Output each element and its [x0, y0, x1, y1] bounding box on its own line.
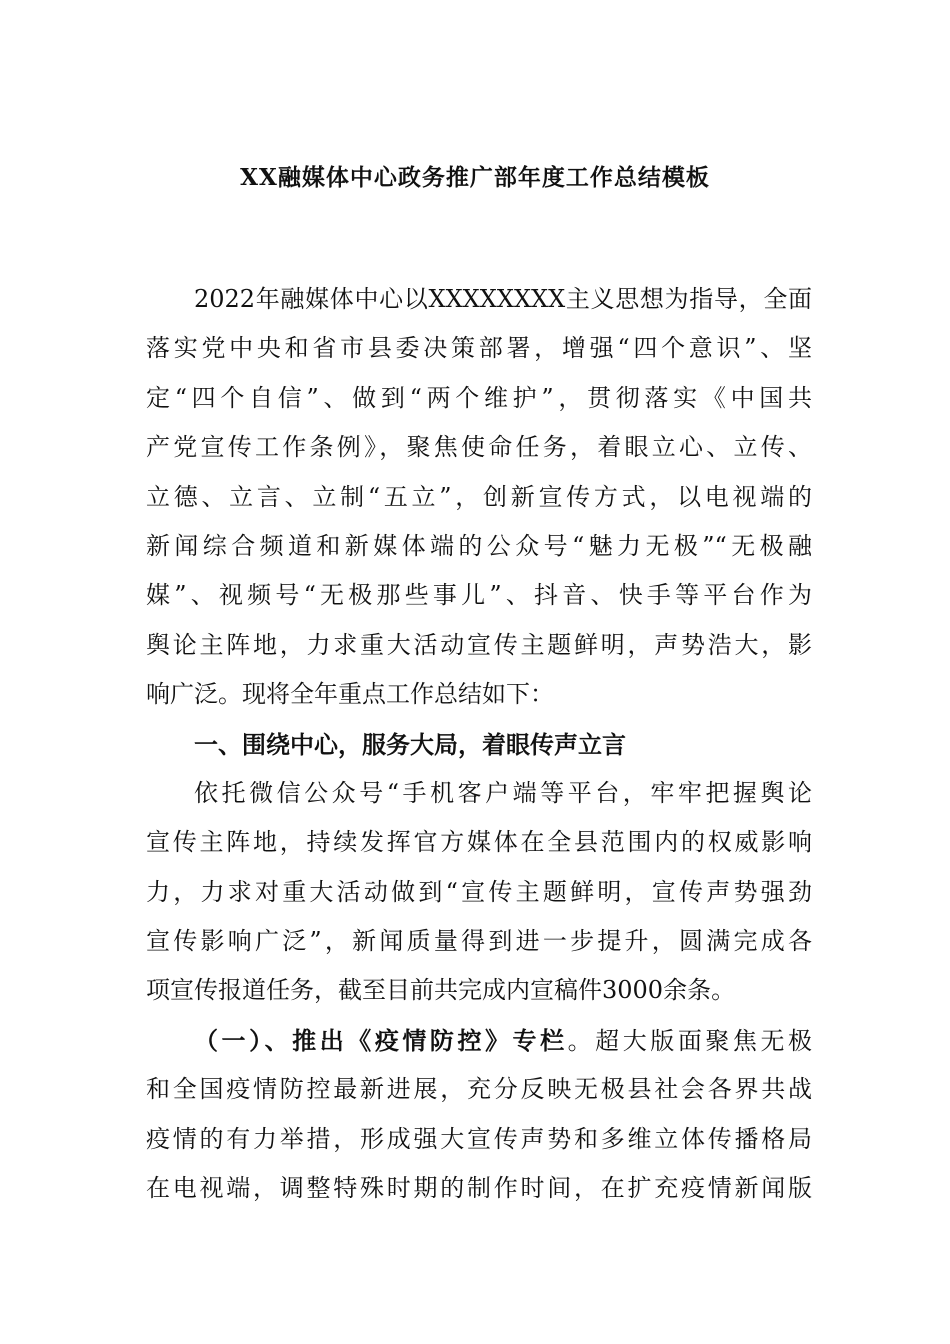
- subsection-lead: （一）、推出《疫情防控》专栏: [194, 1025, 568, 1055]
- paragraph-line: 媒”、视频号“无极那些事儿”、抖音、快手等平台作为: [146, 581, 812, 610]
- document-body: [146, 275, 812, 1213]
- paragraph-line: 疫情的有力举措，形成强大宣传声势和多维立体传播格局: [146, 1124, 812, 1153]
- subsection-lead-rest: 。超大版面聚焦无极: [567, 1026, 812, 1055]
- paragraph-line: 宣传影响广泛”，新闻质量得到进一步提升，圆满完成各: [146, 927, 812, 956]
- paragraph-line: 产党宣传工作条例》，聚焦使命任务，着眼立心、立传、: [146, 433, 812, 462]
- section-heading: 一、围绕中心，服务大局，着眼传声立言: [194, 729, 626, 759]
- subsection-first-line: [146, 1016, 812, 1065]
- paragraph-line: 和全国疫情防控最新进展，充分反映无极县社会各界共战: [146, 1075, 812, 1104]
- paragraph-line: 响广泛。现将全年重点工作总结如下：: [146, 680, 554, 709]
- paragraph-line: 新闻综合频道和新媒体端的公众号“魅力无极”“无极融: [146, 531, 812, 560]
- paragraph-line: 舆论主阵地，力求重大活动宣传主题鲜明，声势浩大，影: [146, 630, 812, 659]
- paragraph-line: 定“四个自信”、做到“两个维护”，贯彻落实《中国共: [146, 383, 812, 412]
- paragraph-line: 在电视端，调整特殊时期的制作时间，在扩充疫情新闻版: [146, 1174, 812, 1203]
- document-title: XX融媒体中心政务推广部年度工作总结模板: [240, 164, 710, 191]
- paragraph-line: 力，力求对重大活动做到“宣传主题鲜明，宣传声势强劲: [146, 877, 812, 906]
- paragraph-line: 依托微信公众号“手机客户端等平台，牢牢把握舆论: [194, 778, 812, 807]
- paragraph-line: 项宣传报道任务，截至目前共完成内宣稿件3000余条。: [146, 976, 736, 1005]
- paragraph-line: 宣传主阵地，持续发挥官方媒体在全县范围内的权威影响: [146, 828, 812, 857]
- paragraph-line: 立德、立言、立制“五立”，创新宣传方式，以电视端的: [146, 482, 812, 511]
- paragraph-line: 落实党中央和省市县委决策部署，增强“四个意识”、坚: [146, 334, 812, 363]
- paragraph-line: 2022年融媒体中心以XXXXXXXX主义思想为指导，全面: [194, 285, 812, 313]
